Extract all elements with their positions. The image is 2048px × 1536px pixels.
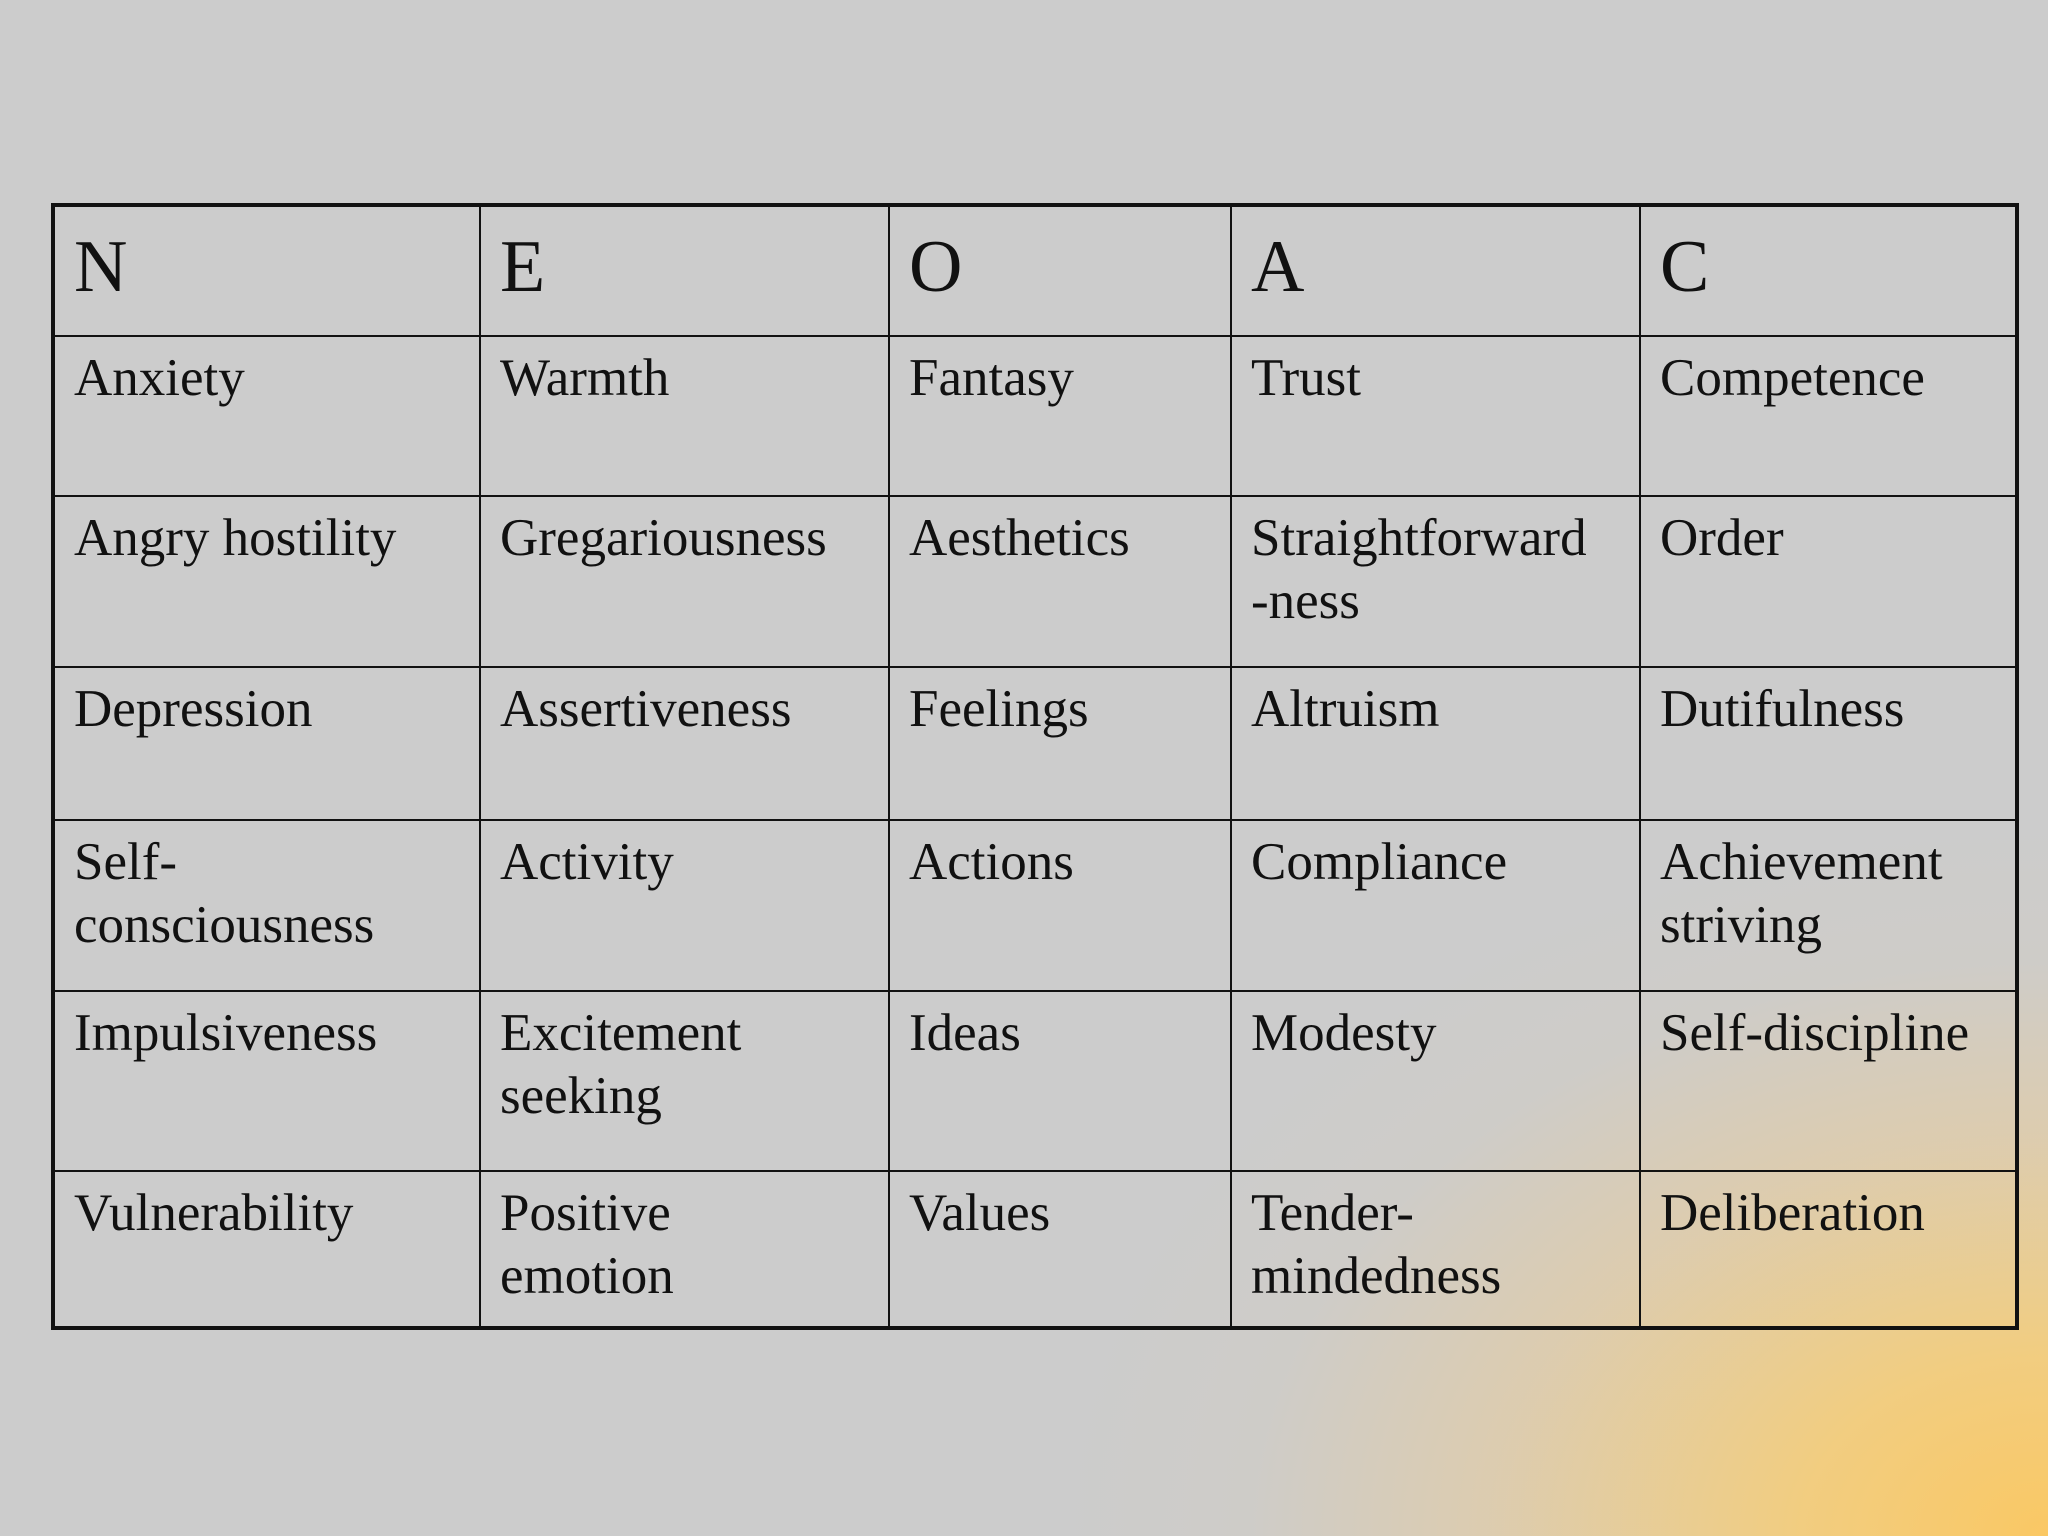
table-cell: Values (889, 1171, 1231, 1328)
table-row (53, 336, 2017, 496)
header-e: E (480, 205, 889, 336)
table-cell: Straightforward -ness (1231, 496, 1640, 667)
table-cell: Actions (889, 820, 1231, 991)
table-cell: Vulnerability (53, 1171, 480, 1328)
header-n: N (53, 205, 480, 336)
table-cell: Deliberation (1640, 1171, 2017, 1328)
neoac-facets-table (51, 203, 2019, 1330)
table-cell: Angry hostility (53, 496, 480, 667)
table-cell: Feelings (889, 667, 1231, 820)
table-row (53, 1171, 2017, 1328)
table-cell: Aesthetics (889, 496, 1231, 667)
table-cell: Tender- mindedness (1231, 1171, 1640, 1328)
table-cell: Activity (480, 820, 889, 991)
table-row (53, 991, 2017, 1171)
table-row (53, 820, 2017, 991)
table-cell: Impulsiveness (53, 991, 480, 1171)
table-cell: Positive emotion (480, 1171, 889, 1328)
header-row (53, 205, 2017, 336)
table-row (53, 496, 2017, 667)
table-row (53, 667, 2017, 820)
table-cell: Gregariousness (480, 496, 889, 667)
table-cell: Competence (1640, 336, 2017, 496)
table-cell: Dutifulness (1640, 667, 2017, 820)
table-cell: Compliance (1231, 820, 1640, 991)
table-cell: Self- consciousness (53, 820, 480, 991)
table-cell: Altruism (1231, 667, 1640, 820)
header-o: O (889, 205, 1231, 336)
table-cell: Fantasy (889, 336, 1231, 496)
table-cell: Modesty (1231, 991, 1640, 1171)
table-cell: Depression (53, 667, 480, 820)
header-c: C (1640, 205, 2017, 336)
table-cell: Excitement seeking (480, 991, 889, 1171)
table-cell: Warmth (480, 336, 889, 496)
table-cell: Anxiety (53, 336, 480, 496)
table-cell: Self-discipline (1640, 991, 2017, 1171)
table-cell: Achievement striving (1640, 820, 2017, 991)
table-cell: Order (1640, 496, 2017, 667)
table-cell: Ideas (889, 991, 1231, 1171)
table-cell: Assertiveness (480, 667, 889, 820)
header-a: A (1231, 205, 1640, 336)
table-cell: Trust (1231, 336, 1640, 496)
